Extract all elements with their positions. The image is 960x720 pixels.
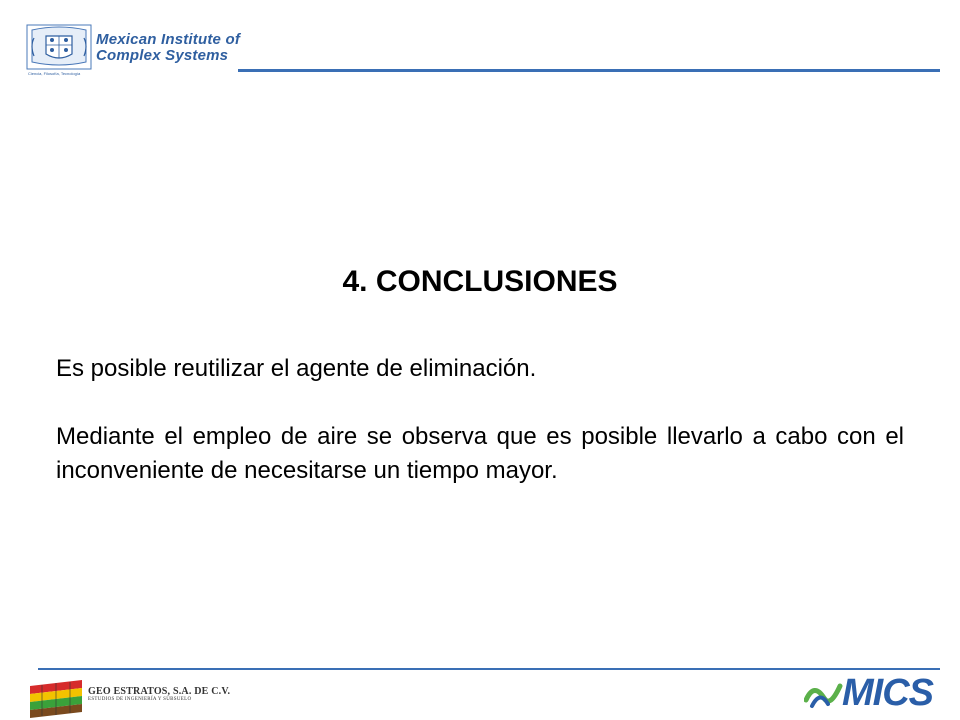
geo-estratos-name: GEO ESTRATOS, S.A. DE C.V.	[88, 686, 231, 697]
footer-divider	[38, 668, 940, 670]
header-divider	[238, 69, 940, 72]
institute-name-line1: Mexican Institute of	[96, 31, 241, 48]
slide-header	[0, 0, 960, 80]
mics-crest-icon	[26, 24, 92, 72]
conclusion-paragraph-1: Es posible reutilizar el agente de eliminación.	[56, 355, 537, 382]
geo-estratos-label	[88, 686, 230, 702]
slide-title: 4. CONCLUSIONES	[342, 265, 618, 298]
institute-name	[96, 32, 240, 64]
mics-wave-icon	[804, 676, 844, 712]
institute-tagline: Ciencia, Filosofía, Tecnología	[28, 71, 81, 76]
mics-logo-text: MICS	[842, 672, 933, 714]
geo-estratos-subtitle: ESTUDIOS DE INGENIERÍA Y SUBSUELO	[88, 697, 192, 702]
conclusion-paragraph-2: Mediante el empleo de aire se observa que es posible llevarlo a cabo con el inconveniente de necesitarse un tiempo mayor.	[56, 423, 904, 484]
institute-name-line2: Complex Systems	[96, 47, 229, 64]
geo-estratos-layers-icon	[28, 676, 84, 718]
slide-body	[56, 352, 904, 488]
